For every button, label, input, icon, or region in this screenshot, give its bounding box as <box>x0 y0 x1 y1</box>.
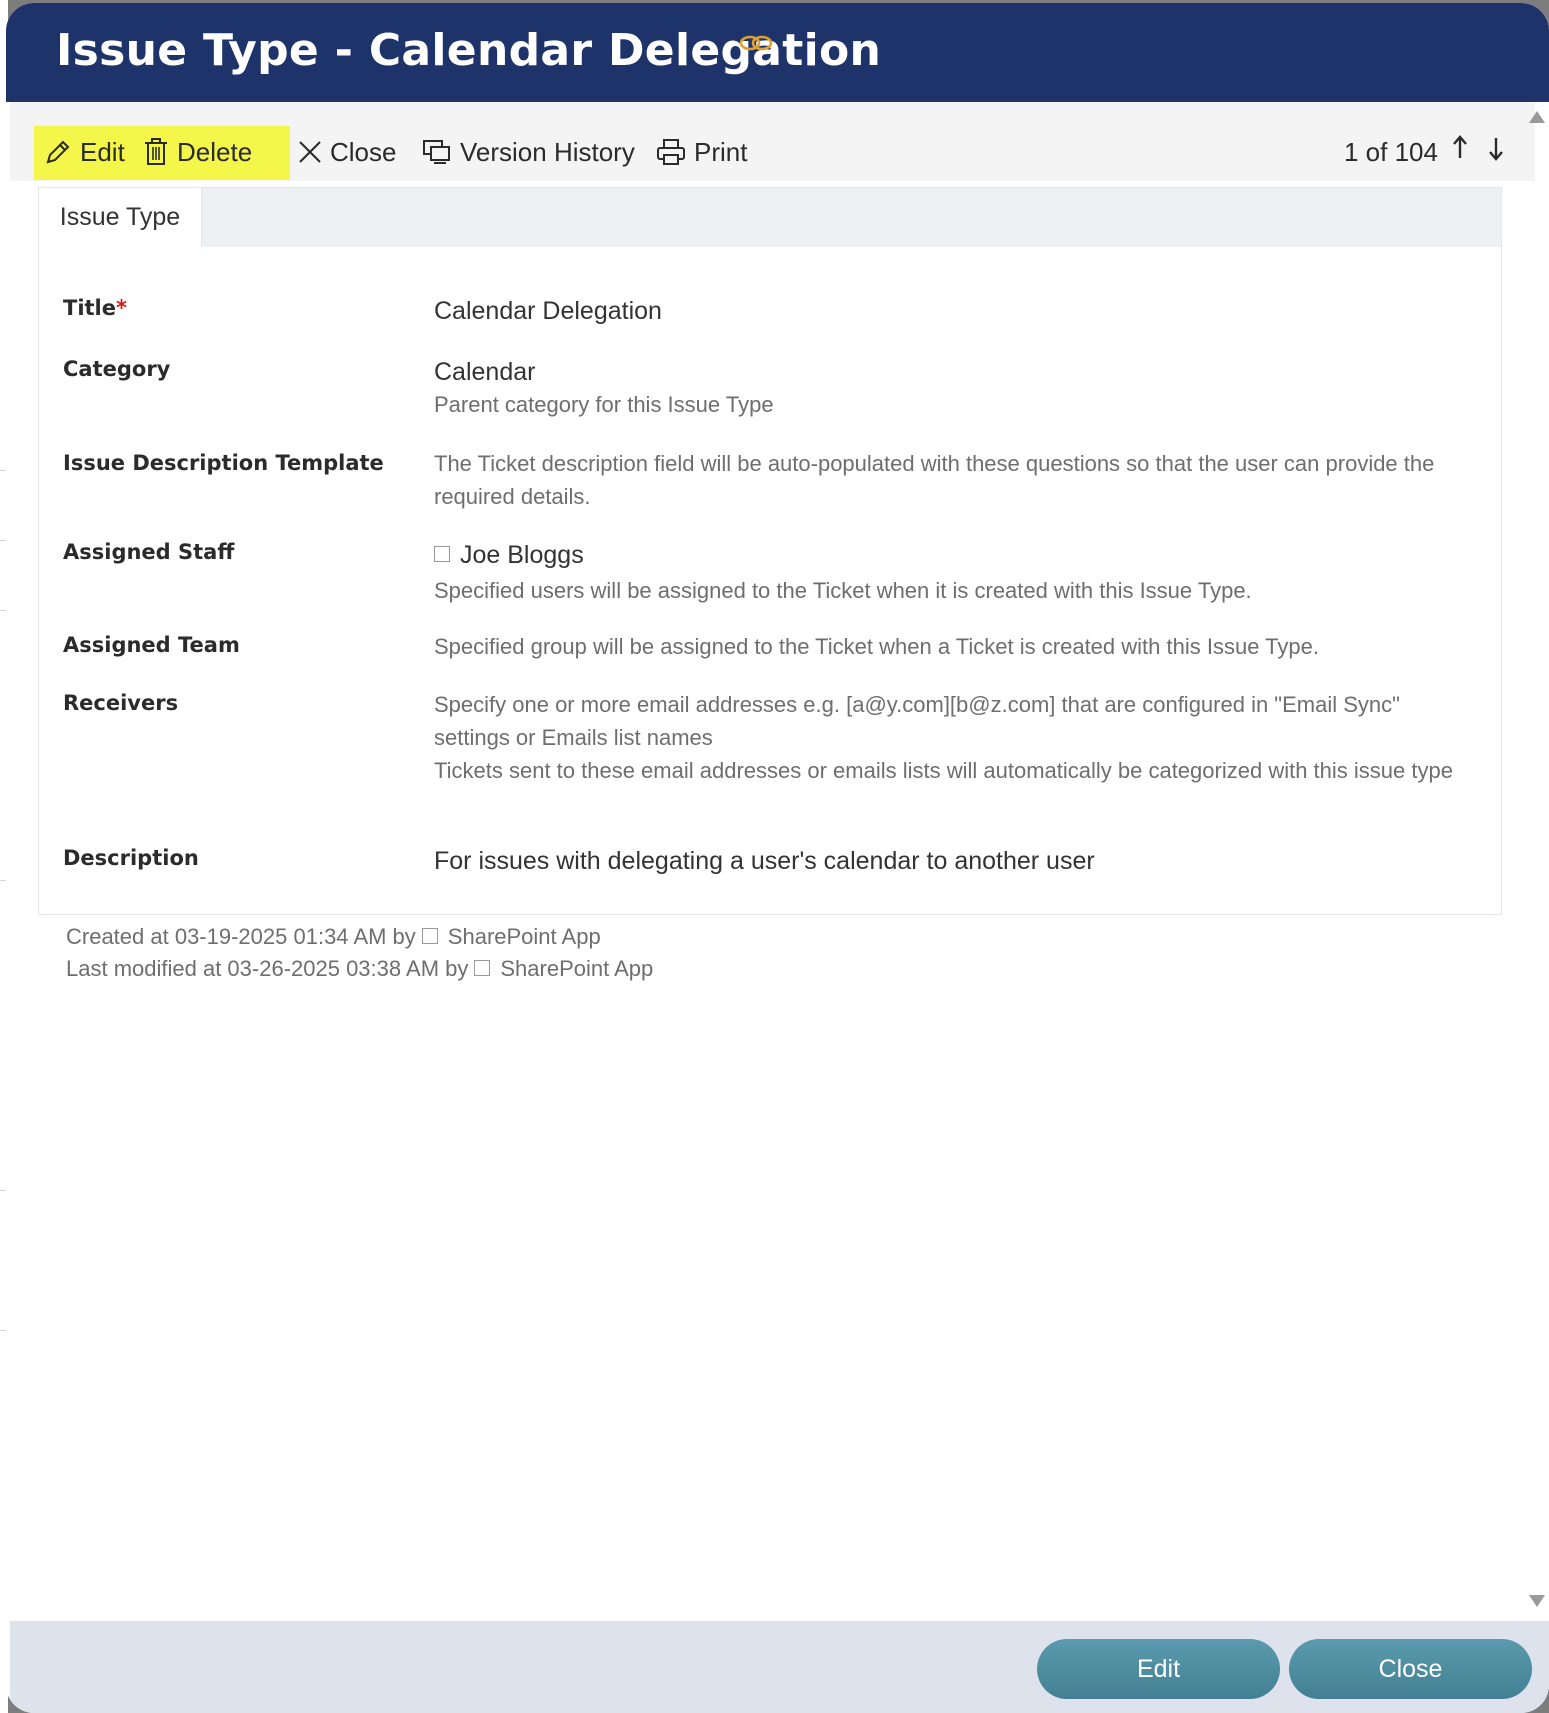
footer-close-button[interactable]: Close <box>1289 1639 1532 1699</box>
modified-info <box>66 956 653 982</box>
dialog-title: Issue Type - Calendar Delegation <box>56 25 882 76</box>
toolbar-print-label: Print <box>694 136 748 167</box>
assigned-staff-label: Assigned Staff <box>63 540 235 564</box>
scrollbar-down-arrow[interactable] <box>1529 1595 1545 1607</box>
issue-type-dialog <box>6 3 1549 1713</box>
description-value: For issues with delegating a user's calendar to another user <box>434 847 1095 875</box>
toolbar-delete-button[interactable] <box>143 129 252 175</box>
modified-by-user[interactable]: SharePoint App <box>500 956 654 981</box>
toolbar-print-button[interactable] <box>656 129 747 175</box>
printer-icon <box>656 138 686 166</box>
dialog-header <box>6 3 1549 102</box>
scrollbar-up-arrow[interactable] <box>1529 111 1545 123</box>
title-label <box>63 296 127 320</box>
footer-edit-button[interactable]: Edit <box>1037 1639 1280 1699</box>
required-marker: * <box>116 296 127 320</box>
assigned-staff-help: Specified users will be assigned to the Ticket when it is created with this Issue Type. <box>434 578 1252 603</box>
pencil-icon <box>44 138 72 166</box>
created-prefix: Created at 03-19-2025 01:34 AM by <box>66 924 416 949</box>
toolbar-edit-label: Edit <box>80 136 125 167</box>
toolbar-edit-button[interactable] <box>44 129 125 175</box>
toolbar <box>10 102 1535 181</box>
toolbar-version-history-button[interactable] <box>422 129 635 175</box>
arrow-down-icon[interactable] <box>1484 132 1508 168</box>
assigned-staff-name[interactable]: Joe Bloggs <box>460 541 584 569</box>
receivers-help <box>434 688 1464 787</box>
description-label: Description <box>63 846 199 870</box>
category-value: Calendar <box>434 358 536 386</box>
close-icon <box>298 140 322 164</box>
toolbar-close-label: Close <box>330 136 397 167</box>
assigned-team-help: Specified group will be assigned to the Ticket when a Ticket is created with this Issue Type. <box>434 634 1319 659</box>
tab-issue-type[interactable]: Issue Type <box>39 188 202 247</box>
record-pager: 1 of 104 <box>1344 136 1438 167</box>
receivers-label: Receivers <box>63 691 179 715</box>
category-label: Category <box>63 357 171 381</box>
version-history-icon <box>422 139 452 165</box>
assigned-staff-value <box>434 541 584 570</box>
receivers-help-line-1: Specify one or more email addresses e.g. [a@y.com][b@z.com] that are configured in "Email Sync" settings or Emails list names <box>434 692 1400 750</box>
toolbar-delete-label: Delete <box>177 136 253 167</box>
title-value: Calendar Delegation <box>434 297 662 325</box>
arrow-up-icon[interactable] <box>1448 132 1472 168</box>
user-avatar-placeholder-icon <box>422 928 438 944</box>
toolbar-close-button[interactable] <box>298 129 396 175</box>
receivers-help-line-2: Tickets sent to these email addresses or emails lists will automatically be categorized with this issue type <box>434 758 1453 783</box>
form-panel <box>38 187 1502 915</box>
assigned-team-label: Assigned Team <box>63 633 240 657</box>
template-label: Issue Description Template <box>63 451 384 475</box>
template-help: The Ticket description field will be auto-populated with these questions so that the user can provide the required details. <box>434 451 1435 509</box>
user-avatar-placeholder-icon <box>474 960 490 976</box>
created-info <box>66 924 601 950</box>
link-icon[interactable] <box>739 31 773 55</box>
toolbar-version-history-label: Version History <box>460 136 635 167</box>
modified-prefix: Last modified at 03-26-2025 03:38 AM by <box>66 956 469 981</box>
title-label-text: Title <box>63 296 117 320</box>
created-by-user[interactable]: SharePoint App <box>447 924 601 949</box>
category-help: Parent category for this Issue Type <box>434 392 774 417</box>
trash-icon <box>143 137 169 167</box>
tab-bar <box>39 188 1501 247</box>
user-avatar-placeholder-icon <box>434 546 450 562</box>
